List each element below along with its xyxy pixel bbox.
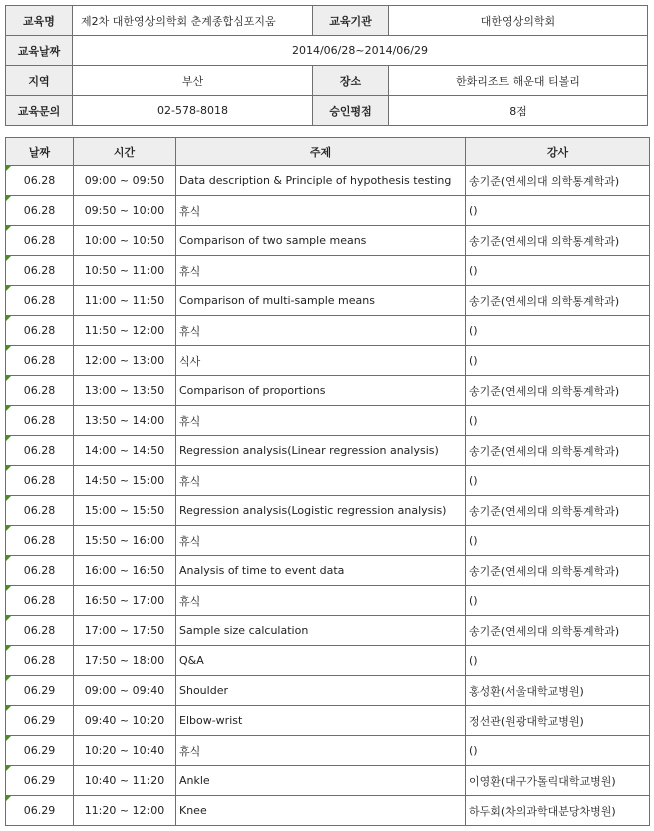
row-time: 09:00 ~ 09:40	[74, 676, 176, 706]
row-topic: 식사	[176, 346, 466, 376]
row-lecturer: ()	[466, 736, 650, 766]
table-row	[6, 466, 650, 496]
row-time: 10:40 ~ 11:20	[74, 766, 176, 796]
row-lecturer: ()	[466, 196, 650, 226]
table-row	[6, 496, 650, 526]
row-lecturer: 홍성환(서울대학교병원)	[466, 676, 650, 706]
row-lecturer: 송기준(연세의대 의학통계학과)	[466, 226, 650, 256]
row-lecturer: ()	[466, 316, 650, 346]
row-time: 14:50 ~ 15:00	[74, 466, 176, 496]
info-row-date	[6, 36, 648, 66]
info-row-inquiry	[6, 96, 648, 126]
region: 부산	[73, 66, 313, 96]
row-topic: Ankle	[176, 766, 466, 796]
row-date: 06.28	[6, 406, 74, 436]
schedule-header-row	[6, 138, 650, 166]
table-row	[6, 736, 650, 766]
row-date: 06.28	[6, 586, 74, 616]
row-topic: Analysis of time to event data	[176, 556, 466, 586]
row-lecturer: 정선관(원광대학교병원)	[466, 706, 650, 736]
row-lecturer: ()	[466, 526, 650, 556]
row-time: 11:00 ~ 11:50	[74, 286, 176, 316]
row-lecturer: 하두회(차의과학대분당차병원)	[466, 796, 650, 826]
inquiry: 02-578-8018	[73, 96, 313, 126]
region-label: 지역	[6, 66, 73, 96]
header-lecturer: 강사	[466, 138, 650, 166]
table-row	[6, 556, 650, 586]
row-topic: Shoulder	[176, 676, 466, 706]
table-row	[6, 706, 650, 736]
table-row	[6, 316, 650, 346]
row-date: 06.28	[6, 496, 74, 526]
course-info-table	[5, 5, 648, 126]
inquiry-label: 교육문의	[6, 96, 73, 126]
row-topic: 휴식	[176, 466, 466, 496]
row-date: 06.28	[6, 256, 74, 286]
row-lecturer: ()	[466, 406, 650, 436]
row-date: 06.28	[6, 346, 74, 376]
row-lecturer: ()	[466, 346, 650, 376]
row-date: 06.29	[6, 796, 74, 826]
row-topic: 휴식	[176, 586, 466, 616]
row-time: 09:40 ~ 10:20	[74, 706, 176, 736]
row-topic: Sample size calculation	[176, 616, 466, 646]
table-row	[6, 526, 650, 556]
row-time: 16:50 ~ 17:00	[74, 586, 176, 616]
row-topic: 휴식	[176, 316, 466, 346]
row-lecturer: ()	[466, 646, 650, 676]
row-time: 17:00 ~ 17:50	[74, 616, 176, 646]
row-lecturer: 이영환(대구가톨릭대학교병원)	[466, 766, 650, 796]
row-lecturer: 송기준(연세의대 의학통계학과)	[466, 616, 650, 646]
table-row	[6, 586, 650, 616]
info-row-region	[6, 66, 648, 96]
info-row-course	[6, 6, 648, 36]
row-time: 15:50 ~ 16:00	[74, 526, 176, 556]
row-topic: 휴식	[176, 736, 466, 766]
row-time: 10:20 ~ 10:40	[74, 736, 176, 766]
row-time: 14:00 ~ 14:50	[74, 436, 176, 466]
course-name: 제2차 대한영상의학회 춘계종합심포지움	[73, 6, 313, 36]
row-topic: Regression analysis(Logistic regression analysis)	[176, 496, 466, 526]
table-row	[6, 256, 650, 286]
row-lecturer: 송기준(연세의대 의학통계학과)	[466, 286, 650, 316]
header-date: 날짜	[6, 138, 74, 166]
row-lecturer: ()	[466, 256, 650, 286]
organizer: 대한영상의학회	[389, 6, 648, 36]
row-topic: 휴식	[176, 196, 466, 226]
row-time: 11:20 ~ 12:00	[74, 796, 176, 826]
table-row	[6, 796, 650, 826]
row-lecturer: ()	[466, 586, 650, 616]
row-date: 06.28	[6, 466, 74, 496]
schedule-table	[5, 137, 650, 826]
row-date: 06.28	[6, 316, 74, 346]
row-date: 06.28	[6, 196, 74, 226]
row-topic: Knee	[176, 796, 466, 826]
row-date: 06.28	[6, 226, 74, 256]
row-date: 06.28	[6, 646, 74, 676]
header-time: 시간	[74, 138, 176, 166]
row-topic: Comparison of proportions	[176, 376, 466, 406]
row-lecturer: 송기준(연세의대 의학통계학과)	[466, 166, 650, 196]
date-label: 교육날짜	[6, 36, 73, 66]
table-row	[6, 376, 650, 406]
row-topic: Elbow-wrist	[176, 706, 466, 736]
row-topic: Comparison of multi-sample means	[176, 286, 466, 316]
row-date: 06.28	[6, 376, 74, 406]
credit: 8점	[389, 96, 648, 126]
row-time: 16:00 ~ 16:50	[74, 556, 176, 586]
row-topic: 휴식	[176, 256, 466, 286]
row-lecturer: 송기준(연세의대 의학통계학과)	[466, 436, 650, 466]
row-topic: Data description & Principle of hypothesis testing	[176, 166, 466, 196]
row-lecturer: 송기준(연세의대 의학통계학과)	[466, 376, 650, 406]
course-name-label: 교육명	[6, 6, 73, 36]
row-time: 12:00 ~ 13:00	[74, 346, 176, 376]
row-topic: Q&A	[176, 646, 466, 676]
row-date: 06.28	[6, 436, 74, 466]
venue: 한화리조트 해운대 티볼리	[389, 66, 648, 96]
row-topic: Comparison of two sample means	[176, 226, 466, 256]
table-row	[6, 226, 650, 256]
row-date: 06.28	[6, 526, 74, 556]
table-row	[6, 286, 650, 316]
row-date: 06.29	[6, 736, 74, 766]
row-date: 06.28	[6, 166, 74, 196]
table-row	[6, 436, 650, 466]
table-row	[6, 196, 650, 226]
venue-label: 장소	[313, 66, 389, 96]
row-time: 11:50 ~ 12:00	[74, 316, 176, 346]
row-time: 13:50 ~ 14:00	[74, 406, 176, 436]
table-row	[6, 166, 650, 196]
row-date: 06.28	[6, 556, 74, 586]
row-lecturer: 송기준(연세의대 의학통계학과)	[466, 556, 650, 586]
row-time: 09:50 ~ 10:00	[74, 196, 176, 226]
row-time: 09:00 ~ 09:50	[74, 166, 176, 196]
row-time: 10:00 ~ 10:50	[74, 226, 176, 256]
row-date: 06.29	[6, 676, 74, 706]
row-time: 13:00 ~ 13:50	[74, 376, 176, 406]
table-row	[6, 646, 650, 676]
organizer-label: 교육기관	[313, 6, 389, 36]
row-date: 06.29	[6, 766, 74, 796]
row-date: 06.28	[6, 616, 74, 646]
table-row	[6, 676, 650, 706]
row-time: 17:50 ~ 18:00	[74, 646, 176, 676]
row-lecturer: ()	[466, 466, 650, 496]
row-lecturer: 송기준(연세의대 의학통계학과)	[466, 496, 650, 526]
course-date: 2014/06/28~2014/06/29	[73, 36, 648, 66]
row-topic: 휴식	[176, 526, 466, 556]
row-date: 06.28	[6, 286, 74, 316]
row-topic: 휴식	[176, 406, 466, 436]
table-row	[6, 406, 650, 436]
row-time: 10:50 ~ 11:00	[74, 256, 176, 286]
row-date: 06.29	[6, 706, 74, 736]
table-row	[6, 346, 650, 376]
header-topic: 주제	[176, 138, 466, 166]
credit-label: 승인평점	[313, 96, 389, 126]
row-topic: Regression analysis(Linear regression analysis)	[176, 436, 466, 466]
row-time: 15:00 ~ 15:50	[74, 496, 176, 526]
table-row	[6, 766, 650, 796]
table-row	[6, 616, 650, 646]
